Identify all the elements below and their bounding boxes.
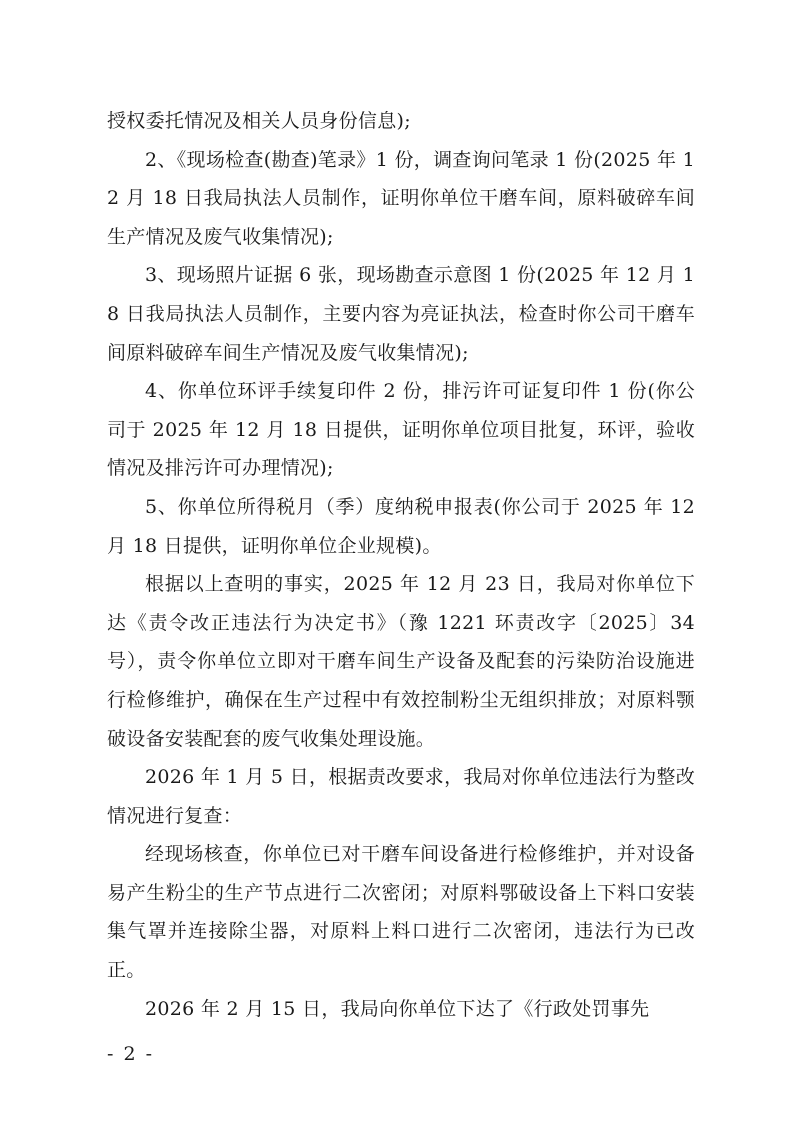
paragraph: 2026 年 1 月 5 日，根据责改要求，我局对你单位违法行为整改情况进行复查： [107,766,695,827]
paragraph: 授权委托情况及相关人员身份信息); [107,110,411,132]
paragraph: 4、你单位环评手续复印件 2 份，排污许可证复印件 1 份(你公司于 2025 年 12 月 18 日提供，证明你单位项目批复，环评，验收情况及排污许可办理情况); [107,380,695,480]
document-body [107,102,695,1028]
paragraph: 2、《现场检查(勘查)笔录》1 份，调查询问笔录 1 份(2025 年 12 月 18 日我局执法人员制作，证明你单位干磨车间，原料破碎车间生产情况及废气收集情况); [107,148,695,248]
paragraph: 2026 年 2 月 15 日，我局向你单位下达了《行政处罚事先 [145,997,650,1020]
paragraph: 根据以上查明的事实，2025 年 12 月 23 日，我局对你单位下达《责令改正违法行为决定书》（豫 1221 环责改字〔2025〕34 号），责令你单位立即对干磨车间生产设备及配套的污染防治设施进行检修维护，确保在生产过程中有效控制粉尘无组织排放；对原料颚破设备安装配套的废气收集处理设施。 [107,573,695,750]
paragraph: 经现场核查，你单位已对干磨车间设备进行检修维护，并对设备易产生粉尘的生产节点进行二次密闭；对原料鄂破设备上下料口安装集气罩并连接除尘器，对原料上料口进行二次密闭，违法行为已改正。 [107,843,695,982]
paragraph: 3、现场照片证据 6 张，现场勘查示意图 1 份(2025 年 12 月 18 日我局执法人员制作，主要内容为亮证执法，检查时你公司干磨车间原料破碎车间生产情况及废气收集情况); [107,264,695,364]
page-number: - 2 - [107,1043,155,1065]
paragraph: 5、你单位所得税月（季）度纳税申报表(你公司于 2025 年 12 月 18 日提供，证明你单位企业规模)。 [107,495,695,557]
